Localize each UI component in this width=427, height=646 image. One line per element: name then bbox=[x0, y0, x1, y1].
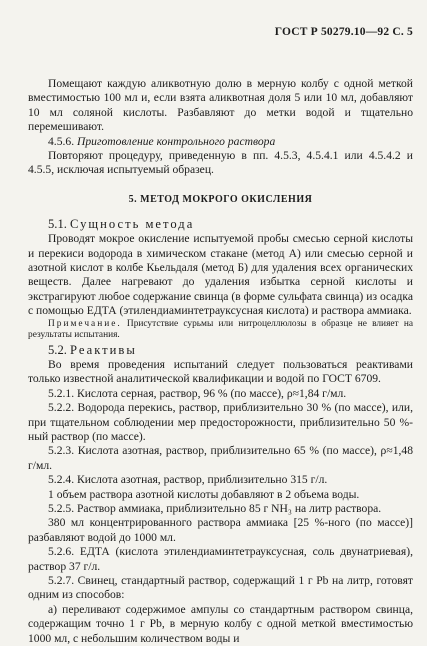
paragraph-5-2: Во время проведения испытаний следует пользоваться реактивами только известной аналитической квалификации и водой по ГОСТ 6709. bbox=[28, 357, 413, 386]
item-5-2-4: 5.2.4. Кислота азотная, раствор, приблизительно 315 г/л. bbox=[48, 473, 328, 487]
note-label: Примечание. bbox=[48, 318, 122, 329]
item-5-2-5-b: 380 мл концентрированного раствора аммиака [25 %-ного (по массе)] разбавляют водой до 1000 мл. bbox=[28, 516, 413, 544]
note bbox=[28, 319, 413, 342]
page-header: ГОСТ Р 50279.10—92 С. 5 bbox=[274, 26, 413, 38]
item-5-2-1: 5.2.1. Кислота серная, раствор, 96 % (по массе), ρ≈1,84 г/мл. bbox=[48, 386, 347, 400]
paragraph-aliquot: Помещают каждую аликвотную долю в мерную колбу с одной меткой вместимостью 100 мл и, если взята аликвотная доля 5 или 10 мл, добавляют 10 мл соляной кислоты. Разбавляют до метки водой и тщательно перемешивают. bbox=[28, 77, 413, 134]
subsection-number: 4.5.6. bbox=[48, 134, 75, 148]
subsection-title: Сущность метода bbox=[70, 217, 195, 232]
item-5-2-7-a: а) переливают содержимое ампулы со стандартным раствором свинца, содержащим точно 1 г Pb, в мерную колбу с одной меткой вместимостью 1000 мл, с небольшим количеством воды и bbox=[28, 602, 413, 645]
subsection-number: 5.2. bbox=[48, 342, 67, 357]
subsection-number: 5.1. bbox=[48, 217, 67, 232]
subsection-5-2-heading bbox=[28, 342, 413, 358]
item-5-2-3: 5.2.3. Кислота азотная, раствор, приблизительно 65 % (по массе), ρ≈1,48 г/мл. bbox=[28, 444, 413, 472]
subsection-title: Реактивы bbox=[70, 342, 137, 357]
item-5-2-2: 5.2.2. Водорода перекись, раствор, приблизительно 30 % (по массе), или, при тщательном соблюдении мер предосторожности, приблизительно 50 %-ный раствор (по массе). bbox=[28, 401, 413, 443]
subsection-4-5-6-heading bbox=[28, 135, 413, 149]
item-5-2-4-b: 1 объем раствора азотной кислоты добавляют в 2 объема воды. bbox=[48, 487, 360, 501]
note-text: Присутствие сурьмы или нитроцеллюлозы в образце не влияет на результаты испытания. bbox=[28, 318, 413, 341]
section-5-title: 5. МЕТОД МОКРОГО ОКИСЛЕНИЯ bbox=[128, 193, 313, 205]
item-5-2-5: 5.2.5. Раствор аммиака, приблизительно 85 г NH₃ на литр раствора. bbox=[48, 501, 382, 515]
subsection-5-1-heading bbox=[28, 216, 413, 232]
document-body bbox=[28, 77, 413, 646]
item-5-2-7: 5.2.7. Свинец, стандартный раствор, содержащий 1 г Pb на литр, готовят одним из способов: bbox=[28, 573, 413, 602]
item-5-2-6: 5.2.6. ЕДТА (кислота этилендиаминтетрауксусная, соль двунатриевая), раствор 37 г/л. bbox=[28, 545, 413, 573]
paragraph-4-5-6: Повторяют процедуру, приведенную в пп. 4.5.3, 4.5.4.1 или 4.5.4.2 и 4.5.5, исключая испытуемый образец. bbox=[28, 149, 413, 177]
paragraph-5-1: Проводят мокрое окисление испытуемой пробы смесью серной кислоты и перекиси водорода в химическом стакане (метод А) или смесью серной и азотной кислот в колбе Кьельдаля (метод Б) для удаления всех органических веществ. Далее нагревают до удаления избытка серной кислоты и экстрагируют любое содержание свинца (в форме сульфата свинца) из осадка с помощью ЕДТА (этилендиаминтетрауксусная кислота) и раствора аммиака. bbox=[28, 232, 413, 318]
subsection-title: Приготовление контрольного раствора bbox=[77, 134, 276, 148]
